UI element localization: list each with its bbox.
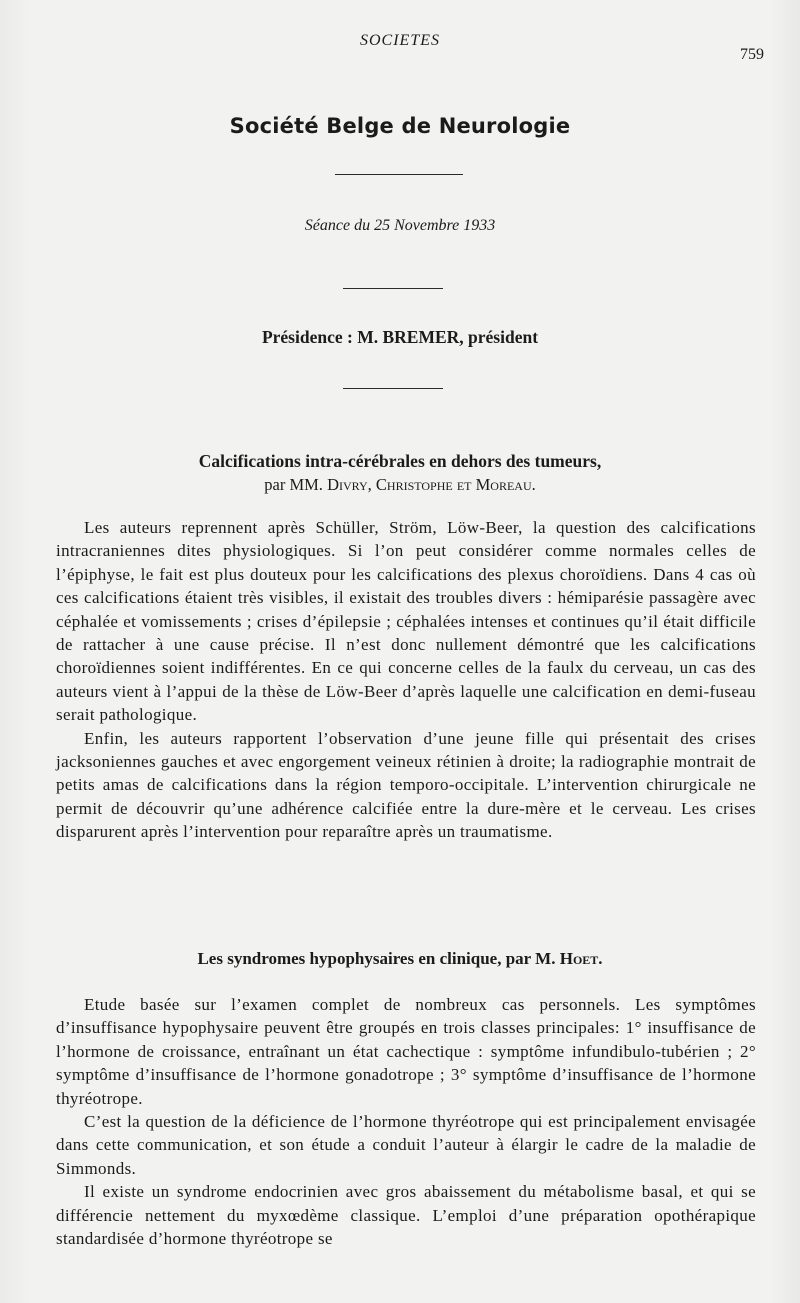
paragraph: Enfin, les auteurs rapportent l’observation d’une jeune fille qui présentait des crises jacksoniennes gauches et avec engorgement veineux rétinien à droite; la radiographie montrait de petits amas de calcifications dans la région temporo-occipitale. L’intervention chirurgicale ne permit de découvrir qu’une adhérence calcifiée entre la dure-mère et le cerveau. Les crises disparurent après l’intervention pour reparaître après un traumatisme. <box>56 728 756 842</box>
byline-prefix: par MM. <box>264 475 328 494</box>
article-authors: Hoet. <box>559 949 603 968</box>
divider-rule <box>343 388 443 389</box>
article-body <box>56 993 756 1250</box>
session-date: Séance du 25 Novembre 1933 <box>304 217 496 234</box>
article-body <box>56 516 756 844</box>
article-title: Calcifications intra-cérébrales en dehors des tumeurs, <box>198 451 602 471</box>
divider-rule <box>335 174 463 175</box>
article-title <box>0 949 800 969</box>
divider-rule <box>343 288 443 289</box>
paragraph: Etude basée sur l’examen complet de nombreux cas personnels. Les symptômes d’insuffisance hypophysaire peuvent être groupés en trois classes principales: 1° insuffisance de l’hormone de croissance, entraînant un état cachectique : symptôme infundibulo-tubérien ; 2° symptôme d’insuffisance de l’hormone gonadotrope ; 3° symptôme d’insuffisance de l’hormone thyréotrope. <box>56 995 756 1108</box>
running-title: SOCIETES <box>360 32 440 49</box>
paragraph: Les auteurs reprennent après Schüller, Ström, Löw-Beer, la question des calcifications intracraniennes dites physiologiques. Si l’on peut considérer comme normales celles de l’épiphyse, le fait est plus douteux pour les calcifications des plexus choroïdiens. Dans 4 cas où ces calcifications étaient très visibles, il existait des troubles divers : hémiparésie passagère avec céphalée et vomissements ; crises d’épilepsie ; céphalées intenses et continues qu’il était difficile de rattacher à une cause précise. Il n’est donc nullement démontré que les calcifications choroïdiennes soient indifférentes. En ce qui concerne celles de la faulx du cerveau, un cas des auteurs vient à l’appui de la thèse de Löw-Beer d’après laquelle une calcification en demi-fuseau serait pathologique. <box>56 518 756 725</box>
society-title: Société Belge de Neurologie <box>229 114 571 138</box>
paragraph: C’est la question de la déficience de l’hormone thyréotrope qui est principalement envisagée dans cette communication, et son étude a conduit l’auteur à élargir le cadre de la maladie de Simmonds. <box>56 1112 756 1178</box>
article-title-text: Les syndromes hypophysaires en clinique, par M. <box>197 949 560 968</box>
presidency-line: Présidence : M. BREMER, président <box>261 327 539 347</box>
article-authors: Divry, Christophe et Moreau. <box>327 475 536 494</box>
paragraph: Il existe un syndrome endocrinien avec gros abaissement du métabolisme basal, et qui se différencie nettement du myxœdème classique. L’emploi d’une préparation opothérapique standardisée d’hormone thyréotrope se <box>56 1182 756 1249</box>
article-byline <box>0 475 800 495</box>
page-number: 759 <box>740 46 764 63</box>
